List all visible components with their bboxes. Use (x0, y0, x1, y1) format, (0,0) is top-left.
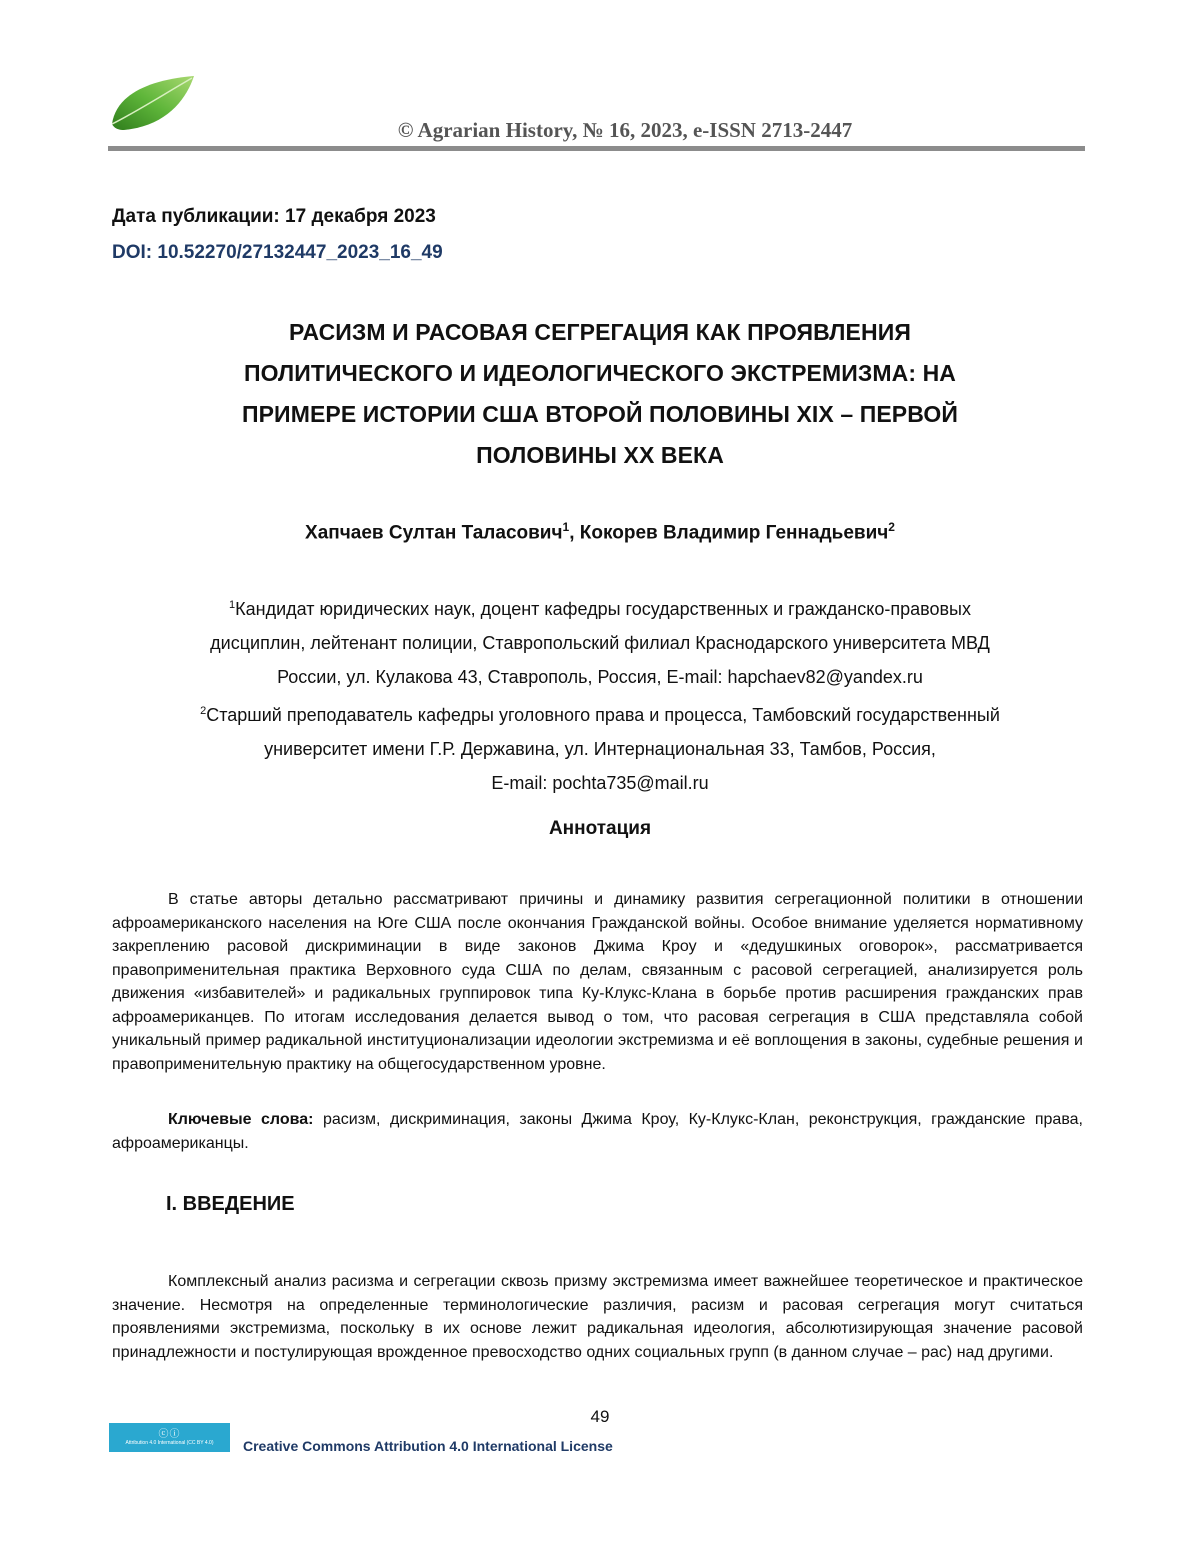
page-number: 49 (590, 1407, 610, 1426)
affiliation-line: университет имени Г.Р. Державина, ул. Интернациональная 33, Тамбов, Россия, (264, 739, 936, 759)
keywords-label: Ключевые слова: (168, 1111, 314, 1128)
abstract-heading: Аннотация (548, 818, 652, 839)
authors (0, 520, 1200, 544)
article-title (130, 312, 1070, 476)
title-line: ПОЛОВИНЫ XX ВЕКА (476, 442, 724, 468)
affiliation-superscript: 2 (200, 705, 207, 717)
keywords-text: расизм, дискриминация, законы Джима Кроу, Ку-Клукс-Клан, реконструкция, гражданские права, афроамериканцы. (112, 1111, 1083, 1152)
header-rule (108, 146, 1085, 151)
section-heading: I. ВВЕДЕНИЕ (166, 1193, 295, 1215)
title-line: РАСИЗМ И РАСОВАЯ СЕГРЕГАЦИЯ КАК ПРОЯВЛЕНИЯ (289, 319, 911, 345)
title-line: ПРИМЕРЕ ИСТОРИИ США ВТОРОЙ ПОЛОВИНЫ XIX – ПЕРВОЙ (241, 401, 959, 427)
abstract-text: В статье авторы детально рассматривают причины и динамику развития сегрегационной политики в отношении афроамериканского населения на Юге США после окончания Гражданской войны. Особое внимание уделяется нормативному закреплению расовой дискриминации в виде законов Джима Кроу и «дедушкиных оговорок», рассматривается правоприменительная практика Верховного суда США по делам, связанным с расовой сегрегацией, анализируется роль движения «избавителей» и радикальных группировок типа Ку-Клукс-Клана в борьбе против расширения гражданских прав афроамериканцев. По итогам исследования делается вывод о том, что расовая сегрегация в США представляла собой уникальный пример радикальной институционализации идеологии экстремизма и её воплощения в законы, судебные решения и правоприменительную практику на общегосударственном уровне. (112, 891, 1083, 1073)
affiliation-line (100, 694, 1100, 732)
publication-date: Дата публикации: 17 декабря 2023 (112, 206, 436, 227)
cc-badge-text: Attribution 4.0 International (CC BY 4.0) (125, 1440, 214, 1446)
title-line: ПОЛИТИЧЕСКОГО И ИДЕОЛОГИЧЕСКОГО ЭКСТРЕМИЗМА: НА (243, 360, 956, 386)
license-link[interactable]: Creative Commons Attribution 4.0 International License (243, 1438, 613, 1454)
affiliation-text: Кандидат юридических наук, доцент кафедры государственных и гражданско-правовых (235, 599, 971, 619)
section-text: Комплексный анализ расизма и сегрегации сквозь призму экстремизма имеет важнейшее теоретическое и практическое значение. Несмотря на определенные терминологические различия, расизм и расовая сегрегация могут считаться проявлениями экстремизма, поскольку в их основе лежит радикальная идеология, абсолютизирующая значение расовой принадлежности и постулирующая врожденное превосходство одних социальных групп (в данном случае – рас) над другими. (112, 1273, 1083, 1361)
affiliation-line: E-mail: pochta735@mail.ru (491, 773, 709, 793)
cc-license-badge[interactable] (109, 1423, 230, 1452)
doi[interactable]: DOI: 10.52270/27132447_2023_16_49 (112, 242, 443, 263)
affiliations (100, 588, 1100, 800)
affiliation-superscript: 1 (229, 599, 236, 611)
affiliation-text: Старший преподаватель кафедры уголовного права и процесса, Тамбовский государственный (206, 705, 1000, 725)
affiliation-line: дисциплин, лейтенант полиции, Ставропольский филиал Краснодарского университета МВД (210, 633, 990, 653)
author-name: Хапчаев Султан Таласович (305, 522, 563, 544)
author-superscript: 2 (888, 520, 895, 534)
author-name: Кокорев Владимир Геннадьевич (579, 522, 889, 544)
affiliation-line: России, ул. Кулакова 43, Ставрополь, Россия, E-mail: hapchaev82@yandex.ru (277, 667, 923, 687)
cc-icon: ⓒⓘ (158, 1429, 181, 1440)
author-superscript: 1 (562, 520, 570, 534)
author-separator: , (569, 522, 580, 544)
affiliation-line (100, 588, 1100, 626)
journal-header: © Agrarian History, № 16, 2023, e-ISSN 2713-2447 (397, 118, 853, 142)
keywords (112, 1108, 1083, 1155)
